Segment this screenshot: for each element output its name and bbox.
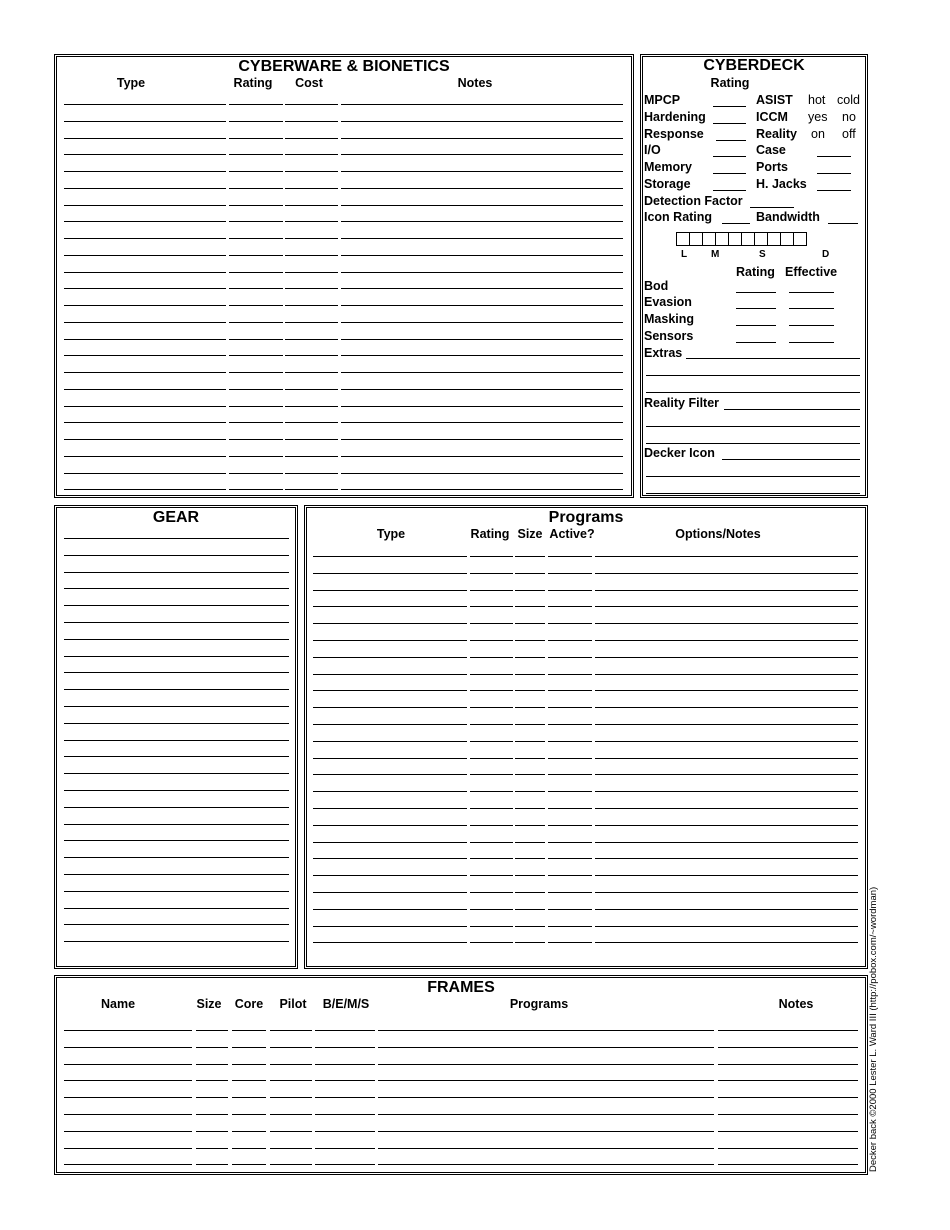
condition-box[interactable] [676,232,690,246]
persona-label-bod: Bod [644,279,669,293]
frame-core-cell[interactable] [232,1164,266,1165]
decker-icon-line[interactable] [646,476,860,477]
deck-label-bandwidth: Bandwidth [756,210,820,224]
extras-line[interactable] [646,375,860,376]
program-row [307,708,865,725]
cyberware-panel [56,56,632,496]
programs-header-type: Type [376,527,406,541]
cyberware-type-cell[interactable] [64,489,226,490]
gear-row [57,841,295,858]
reality-filter-line[interactable] [646,426,860,427]
condition-label-deadly: D [822,249,830,260]
condition-box[interactable] [741,232,755,246]
reality-option-on[interactable]: on [811,127,825,141]
persona-label-sensors: Sensors [644,329,694,343]
program-active-cell[interactable] [548,942,592,943]
cyberware-header-notes: Notes [457,76,493,90]
persona-blank-sensors-rating[interactable] [736,342,776,343]
frame-bems-cell[interactable] [315,1164,375,1165]
programs-header-rating: Rating [470,527,510,541]
persona-header-effective: Effective [785,265,838,279]
programs-header-active: Active? [549,527,595,541]
deck-blank-response[interactable] [716,140,746,141]
frame-row [57,1064,865,1081]
iccm-option-no[interactable]: no [842,110,856,124]
cyberware-row [57,138,631,155]
deck-blank-hjacks[interactable] [817,190,851,191]
deck-label-detection-factor: Detection Factor [644,194,743,208]
condition-label-light: L [681,249,688,260]
deck-label-ports: Ports [756,160,788,174]
cyberware-row [57,306,631,323]
program-row [307,674,865,691]
gear-row [57,808,295,825]
program-row [307,775,865,792]
frame-pilot-cell[interactable] [270,1164,312,1165]
program-row [307,540,865,557]
cyberware-row [57,272,631,289]
condition-box[interactable] [793,232,807,246]
cyberware-header-type: Type [116,76,146,90]
cyberware-row [57,189,631,206]
deck-label-mpcp: MPCP [644,93,681,107]
deck-blank-ports[interactable] [817,173,851,174]
program-type-cell[interactable] [313,942,467,943]
gear-row [57,724,295,741]
gear-row [57,640,295,657]
gear-row [57,589,295,606]
gear-row [57,908,295,925]
cyberware-row [57,356,631,373]
deck-blank-storage[interactable] [713,190,746,191]
reality-filter-line[interactable] [724,409,860,410]
deck-label-reality-filter: Reality Filter [644,396,720,410]
gear-row [57,791,295,808]
gear-row [57,556,295,573]
cyberware-row [57,256,631,273]
condition-box[interactable] [754,232,768,246]
gear-row [57,824,295,841]
condition-box[interactable] [715,232,729,246]
program-row [307,624,865,641]
deck-label-io: I/O [644,143,661,157]
gear-cell[interactable] [64,941,289,942]
gear-row [57,572,295,589]
frame-row [57,1115,865,1132]
cyberware-notes-cell[interactable] [341,489,623,490]
gear-row [57,673,295,690]
cyberware-row [57,406,631,423]
frames-title: FRAMES [427,979,495,996]
deck-label-iccm: ICCM [756,110,788,124]
deck-label-hardening: Hardening [644,110,706,124]
cyberware-row [57,423,631,440]
gear-row [57,858,295,875]
program-row [307,809,865,826]
condition-box[interactable] [780,232,794,246]
asist-option-hot[interactable]: hot [808,93,826,107]
cyberware-row [57,122,631,139]
cyberware-title: CYBERWARE & BIONETICS [238,58,450,75]
programs-title: Programs [548,509,624,526]
gear-row [57,656,295,673]
cyberware-row [57,440,631,457]
gear-row [57,740,295,757]
deck-label-response: Response [644,127,704,141]
gear-row [57,925,295,942]
frames-panel [56,977,866,1173]
cyberware-row [57,239,631,256]
program-row [307,842,865,859]
persona-label-evasion: Evasion [644,295,692,309]
program-row [307,742,865,759]
deck-blank-detection-factor[interactable] [750,207,794,208]
reality-filter-line[interactable] [646,443,860,444]
program-rating-cell[interactable] [470,942,513,943]
program-row [307,574,865,591]
decker-icon-line[interactable] [646,493,860,494]
gear-row [57,707,295,724]
decker-icon-line[interactable] [722,459,860,460]
deck-blank-mpcp[interactable] [713,106,746,107]
program-row [307,826,865,843]
gear-row [57,892,295,909]
cyberware-row [57,473,631,490]
condition-box[interactable] [689,232,703,246]
deck-label-extras: Extras [644,346,683,360]
cyberware-cost-cell[interactable] [285,489,338,490]
persona-blank-evasion-rating[interactable] [736,308,776,309]
frame-notes-cell[interactable] [718,1164,858,1165]
cyberware-row [57,339,631,356]
program-notes-cell[interactable] [595,942,858,943]
program-row [307,758,865,775]
condition-box[interactable] [767,232,781,246]
cyberware-row [57,88,631,105]
deck-blank-bandwidth[interactable] [828,223,858,224]
deck-blank-icon-rating[interactable] [722,223,750,224]
cyberware-header-cost: Cost [295,76,323,90]
cyberware-row [57,205,631,222]
frames-header-notes: Notes [778,997,814,1011]
program-row [307,607,865,624]
copyright-credit: Decker back ©2000 Lester L. Ward III (http://pobox.com/~wordman) [868,886,879,1172]
frame-row [57,1148,865,1165]
frame-name-cell[interactable] [64,1164,192,1165]
deck-label-storage: Storage [644,177,691,191]
gear-panel [56,507,296,967]
frame-row [57,1081,865,1098]
program-row [307,876,865,893]
deck-label-icon-rating: Icon Rating [644,210,713,224]
program-row [307,926,865,943]
gear-row [57,539,295,556]
frame-row [57,1048,865,1065]
gear-row [57,774,295,791]
frames-header-name: Name [100,997,136,1011]
condition-box[interactable] [728,232,742,246]
deck-label-reality: Reality [756,127,797,141]
cyberware-row [57,172,631,189]
persona-blank-sensors-effective[interactable] [789,342,834,343]
frames-header-programs: Programs [509,997,569,1011]
frames-header-size: Size [196,997,222,1011]
program-row [307,893,865,910]
programs-header-size: Size [517,527,543,541]
frame-row [57,1031,865,1048]
program-row [307,691,865,708]
persona-blank-bod-rating[interactable] [736,292,776,293]
cyberware-row [57,323,631,340]
persona-blank-evasion-effective[interactable] [789,308,834,309]
deck-blank-case[interactable] [817,156,851,157]
frames-header-core: Core [234,997,264,1011]
gear-row [57,690,295,707]
persona-label-masking: Masking [644,312,695,326]
gear-row [57,757,295,774]
condition-label-serious: S [759,249,766,260]
program-row [307,641,865,658]
persona-header-rating: Rating [736,265,775,279]
gear-row [57,623,295,640]
program-row [307,590,865,607]
deck-blank-hardening[interactable] [713,123,746,124]
gear-title: GEAR [152,509,200,526]
condition-monitor-track [677,232,807,246]
extras-line[interactable] [686,358,860,359]
deck-label-decker-icon: Decker Icon [644,446,715,460]
program-row [307,910,865,927]
reality-option-off[interactable]: off [842,127,856,141]
program-row [307,725,865,742]
deck-label-hjacks: H. Jacks [756,177,807,191]
asist-option-cold[interactable]: cold [837,93,860,107]
iccm-option-yes[interactable]: yes [808,110,828,124]
persona-blank-masking-rating[interactable] [736,325,776,326]
cyberware-row [57,222,631,239]
deck-label-case: Case [756,143,786,157]
gear-row [57,875,295,892]
persona-blank-masking-effective[interactable] [789,325,834,326]
cyberware-row [57,105,631,122]
gear-row [57,522,295,539]
program-row [307,792,865,809]
deck-blank-io[interactable] [713,156,746,157]
frame-size-cell[interactable] [196,1164,228,1165]
frame-programs-cell[interactable] [378,1164,714,1165]
cyberware-row [57,155,631,172]
program-row [307,658,865,675]
condition-box[interactable] [702,232,716,246]
extras-line[interactable] [646,392,860,393]
cyberware-row [57,457,631,474]
program-row [307,859,865,876]
programs-header-notes: Options/Notes [675,527,761,541]
frame-row [57,1132,865,1149]
cyberware-header-rating: Rating [233,76,273,90]
program-size-cell[interactable] [515,942,545,943]
cyberdeck-rating-header: Rating [710,76,750,90]
cyberdeck-title: CYBERDECK [703,57,805,74]
programs-panel [306,507,866,967]
cyberware-row [57,390,631,407]
cyberware-rating-cell[interactable] [229,489,283,490]
deck-label-asist: ASIST [756,93,793,107]
cyberware-row [57,373,631,390]
frame-row [57,1014,865,1031]
deck-label-memory: Memory [644,160,692,174]
gear-row [57,606,295,623]
frame-row [57,1098,865,1115]
frames-header-pilot: Pilot [279,997,307,1011]
cyberware-row [57,289,631,306]
frames-header-bems: B/E/M/S [322,997,370,1011]
deck-blank-memory[interactable] [713,173,746,174]
program-row [307,557,865,574]
persona-blank-bod-effective[interactable] [789,292,834,293]
condition-label-moderate: M [711,249,720,260]
